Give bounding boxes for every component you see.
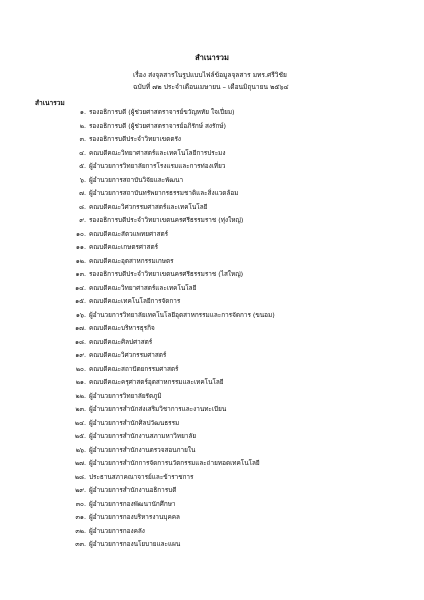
list-item-number: ๓. — [79, 135, 86, 143]
list-item-number: ๕. — [79, 162, 86, 170]
list-item-text: ผู้อำนวยการสำนักงานสภามหาวิทยาลัย — [89, 432, 197, 440]
list-item-number: ๒๕. — [74, 432, 86, 440]
list-item-text: รองอธิการบดี (ผู้ช่วยศาสตราจารย์อภิรักษ์ สงรักษ์) — [89, 121, 227, 130]
list-item-number: ๑๓. — [75, 270, 86, 278]
list-item-number: ๒. — [79, 121, 86, 130]
list-item-number: ๘. — [79, 202, 86, 211]
list-item-text: ผู้อำนวยการสถาบันทรัพยากรธรรมชาติและสิ่งแวดล้อม — [89, 189, 239, 197]
list-item-number: ๒๐. — [75, 364, 86, 373]
list-item-number: ๑๒. — [75, 256, 86, 265]
list-item-text: รองอธิการบดี (ผู้ช่วยศาสตราจารย์ขวัญหทัย ใจเปี่ยม) — [89, 108, 235, 116]
list-item-text: คณบดีคณะสถาปัตยกรรมศาสตร์ — [89, 364, 179, 373]
list-item-text: ผู้อำนวยการสำนักงานตรวจสอบภายใน — [89, 445, 196, 454]
document-issue-line: ฉบับที่ ๗๒ ประจำเดือนเมษายน – เดือนมิถุนายน ๒๕๖๔ — [133, 83, 289, 91]
document-subject: เรื่อง ส่งจุลสารในรูปแบบไฟล์ข้อมูลจุลสาร มทร.ศรีวิชัย — [133, 71, 287, 79]
list-item-text: ผู้อำนวยการสำนักการจัดการนวัตกรรมและถ่ายทอดเทคโนโลยี — [89, 459, 260, 467]
list-item-text: ผู้อำนวยการวิทยาลัยเทคโนโลยีอุตสาหกรรมและการจัดการ (ขนอม) — [89, 310, 275, 319]
list-item-number: ๑. — [79, 108, 86, 116]
distribution-label: สำเนารวม — [35, 99, 65, 107]
list-item-text: ผู้อำนวยการสำนักส่งเสริมวิชาการและงานทะเบียน — [89, 405, 227, 413]
list-item-text: ผู้อำนวยการกองพัฒนานักศึกษา — [89, 499, 176, 508]
list-item-text: ประธานสภาคณาจารย์และข้าราชการ — [89, 472, 194, 481]
list-item-number: ๓๓. — [75, 540, 86, 548]
list-item-number: ๙. — [79, 216, 86, 224]
list-item-text: ผู้อำนวยการกองคลัง — [89, 526, 145, 535]
list-item-text: ผู้อำนวยการสำนักงานอธิการบดี — [89, 486, 177, 494]
list-item-text: ผู้อำนวยการวิทยาลัยรัตภูมิ — [89, 391, 162, 400]
document-title: สำเนารวม — [195, 53, 229, 62]
list-item-number: ๒๙. — [75, 486, 86, 494]
list-item-number: ๑๔. — [75, 283, 86, 292]
list-item-text: ผู้อำนวยการวิทยาลัยการโรงแรมและการท่องเที่ยว — [89, 162, 226, 170]
list-item-text: คณบดีคณะวิทยาศาสตร์และเทคโนโลยี — [89, 283, 197, 292]
list-item-number: ๒๓. — [75, 405, 86, 413]
list-item-number: ๒๗. — [74, 459, 86, 467]
list-item-number: ๒๘. — [74, 472, 86, 481]
list-item-number: ๑๐. — [76, 229, 86, 238]
list-item-number: ๔. — [79, 148, 86, 157]
list-item-number: ๒๒. — [75, 391, 86, 400]
list-item-text: คณบดีคณะสัตวแพทยศาสตร์ — [89, 229, 169, 238]
list-item-number: ๑๕. — [75, 297, 86, 305]
list-item-number: ๒๔. — [74, 418, 86, 427]
list-item-number: ๗. — [79, 189, 86, 197]
list-item-text: ผู้อำนวยการกองนโยบายและแผน — [89, 540, 181, 548]
list-item-number: ๒๖. — [75, 445, 86, 454]
list-item-number: ๑๘. — [74, 337, 86, 346]
list-item-number: ๓๒. — [75, 526, 86, 535]
list-item-number: ๑๗. — [75, 324, 86, 332]
list-item-text: คณบดีคณะวิศวกรรมศาสตร์และเทคโนโลยี — [89, 202, 208, 211]
list-item-number: ๑๖. — [75, 310, 86, 319]
list-item-text: รองอธิการบดีประจำวิทยาเขตนครศรีธรรมราช (ทุ่งใหญ่) — [89, 216, 244, 224]
list-item-number: ๓๐. — [75, 499, 86, 508]
list-item-number: ๖. — [79, 175, 86, 184]
list-item-text: คณบดีคณะวิศวกรรมศาสตร์ — [89, 351, 167, 359]
list-item-number: ๓๑. — [75, 513, 86, 521]
list-item-text: ผู้อำนวยการสถาบันวิจัยและพัฒนา — [89, 175, 184, 184]
list-item-text: คณบดีคณะอุตสาหกรรมเกษตร — [89, 256, 174, 265]
list-item-text: รองอธิการบดีประจำวิทยาเขตตรัง — [89, 135, 182, 143]
list-item-number: ๑๑. — [75, 243, 86, 251]
list-item-text: ผู้อำนวยการกองบริหารงานบุคคล — [89, 513, 180, 521]
list-item-text: คณบดีคณะบริหารธุรกิจ — [89, 324, 155, 332]
list-item-number: ๑๙. — [75, 351, 86, 359]
list-item-text: คณบดีคณะวิทยาศาสตร์และเทคโนโลยีการประมง — [89, 148, 226, 157]
list-item-text: คณบดีคณะครุศาสตร์อุตสาหกรรมและเทคโนโลยี — [89, 378, 224, 386]
list-item-text: ผู้อำนวยการสำนักศิลปวัฒนธรรม — [89, 418, 180, 427]
list-item-text: คณบดีคณะเทคโนโลยีการจัดการ — [89, 297, 181, 305]
list-item-number: ๒๑. — [75, 378, 86, 386]
list-item-text: รองอธิการบดีประจำวิทยาเขตนครศรีธรรมราช (ไสใหญ่) — [89, 270, 244, 278]
list-item-text: คณบดีคณะศิลปศาสตร์ — [89, 337, 153, 346]
list-item-text: คณบดีคณะเกษตรศาสตร์ — [89, 243, 159, 251]
